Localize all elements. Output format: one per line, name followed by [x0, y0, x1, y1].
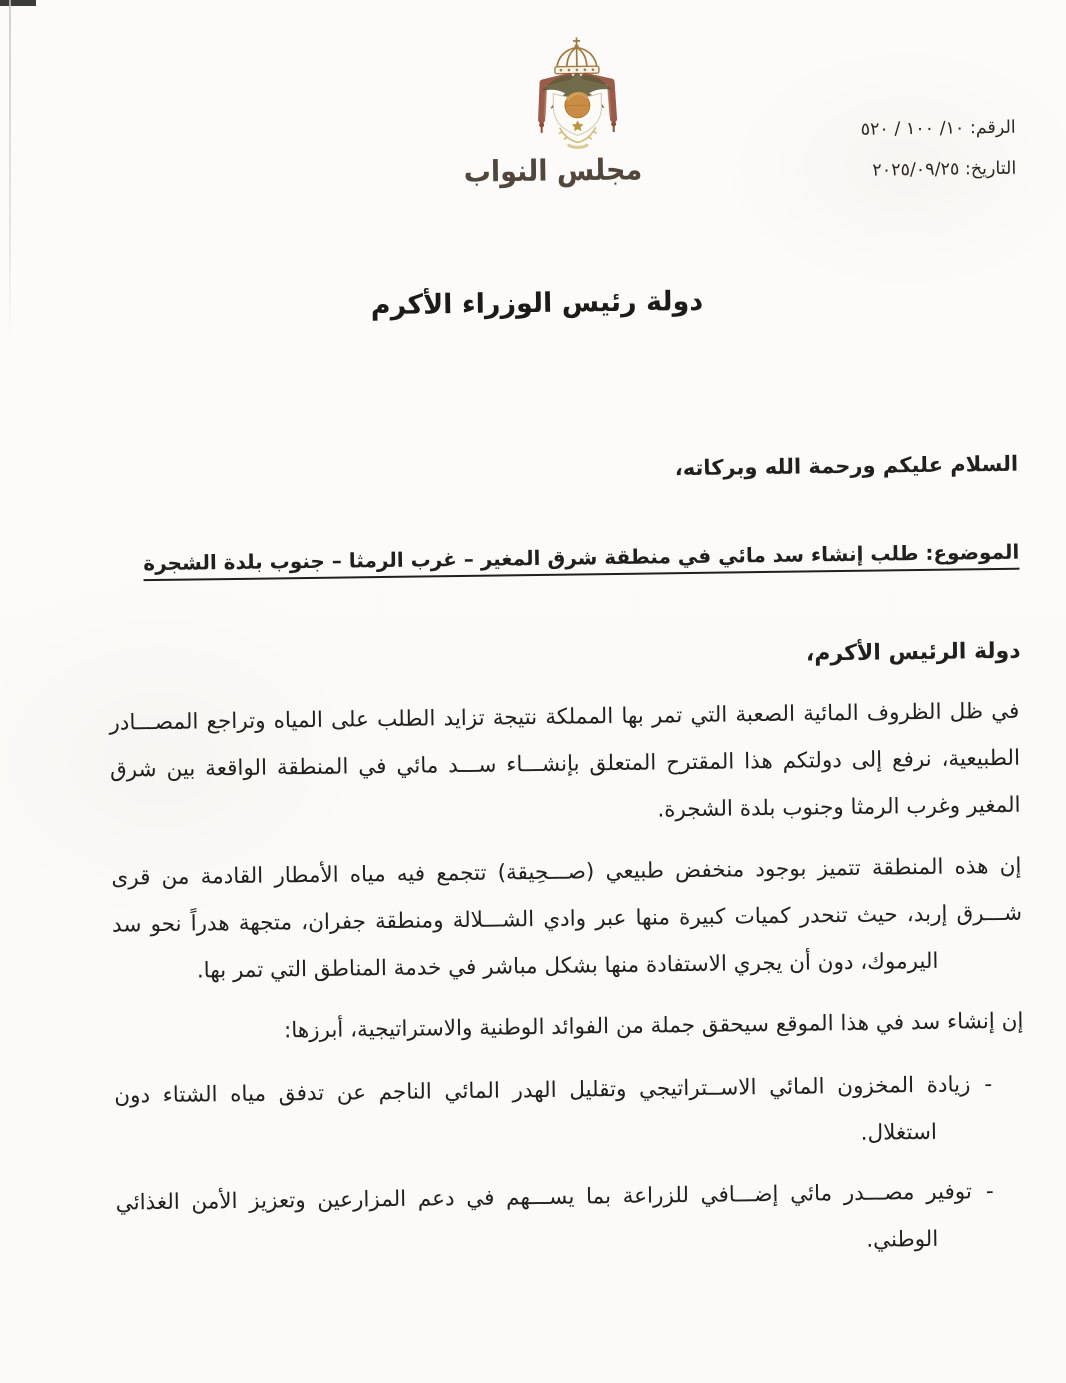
paragraph-benefits-intro: إن إنشاء سد في هذا الموقع سيحقق جملة من الفوائد الوطنية والاستراتيجية، أبرزها:: [283, 1008, 1024, 1044]
ribbon-shape: [568, 144, 588, 147]
document-number: [860, 108, 1016, 151]
coat-of-arms-graphic: [512, 35, 642, 155]
organization-name: مجلس النواب: [463, 153, 643, 190]
document-date-value: ٢٠٢٥/٠٩/٢٥: [872, 159, 960, 181]
list-item-text: زيادة المخزون المائي الاســتراتيجي وتقليل الهدر المائي الناجم عن تدفق مياه الشتاء دون استغلال.: [114, 1072, 971, 1146]
document-number-label: الرقم:: [969, 117, 1016, 139]
document-date: [861, 149, 1017, 192]
crown-icon: [554, 37, 598, 74]
salutation-line: دولة الرئيس الأكرم،: [805, 638, 1021, 667]
letter-body: [109, 688, 1027, 1287]
paragraph-water-conditions: في ظل الظروف المائية الصعبة التي تمر بها المملكة نتيجة تزايد الطلب على المياه وتراجع المصـــادر الطبيعية، نرفع إلى دولتكم هذا المقترح المتعلق بإنشـــاء ســـد مائي في المنطقة الواقعة بين شرق المغير وغرب الرمثا وجنوب بلدة الشجرة.: [109, 698, 1021, 823]
recipient-title: دولة رئيس الوزراء الأكرم: [370, 285, 704, 322]
benefits-list: [114, 1061, 1027, 1274]
paragraph-area-description: إن هذه المنطقة تتميز بوجود منخفض طبيعي (صـــحِيقة) تتجمع فيه مياه الأمطار القادمة من قرى شـــرق إربد، حيث تنحدر كميات كبيرة منها عبر وادي الشـــلالة ومنطقة جفران، متجهة هدراً نحو سد اليرموك، دون أن يجري الاستفادة منها بشكل مباشر في خدمة المناطق التي تمر بها.: [111, 853, 1023, 984]
list-item: [115, 1168, 1026, 1274]
list-item-text: توفير مصـــدر مائي إضـــافي للزراعة بما يســـهم في دعم المزارعين وتعزيز الأمن الغذائي الوطني.: [115, 1179, 973, 1253]
jordan-coat-of-arms: [463, 35, 643, 190]
document-date-label: التاريخ:: [964, 158, 1017, 180]
greeting-line: السلام عليكم ورحمة الله وبركاته،: [674, 451, 1019, 481]
bullet-dash: -: [984, 1072, 993, 1098]
reference-block: [860, 108, 1016, 192]
subject-line: الموضوع: طلب إنشاء سد مائي في منطقة شرق المغير – غرب الرمثا – جنوب بلدة الشجرة: [143, 539, 1020, 576]
globe-icon: [565, 93, 590, 118]
bullet-dash: -: [985, 1179, 994, 1205]
list-item: [114, 1061, 1025, 1167]
document-number-value: ١٠/ ١٠٠ / ٥٢٠: [860, 118, 965, 140]
scan-corner-artifact: [0, 0, 36, 6]
